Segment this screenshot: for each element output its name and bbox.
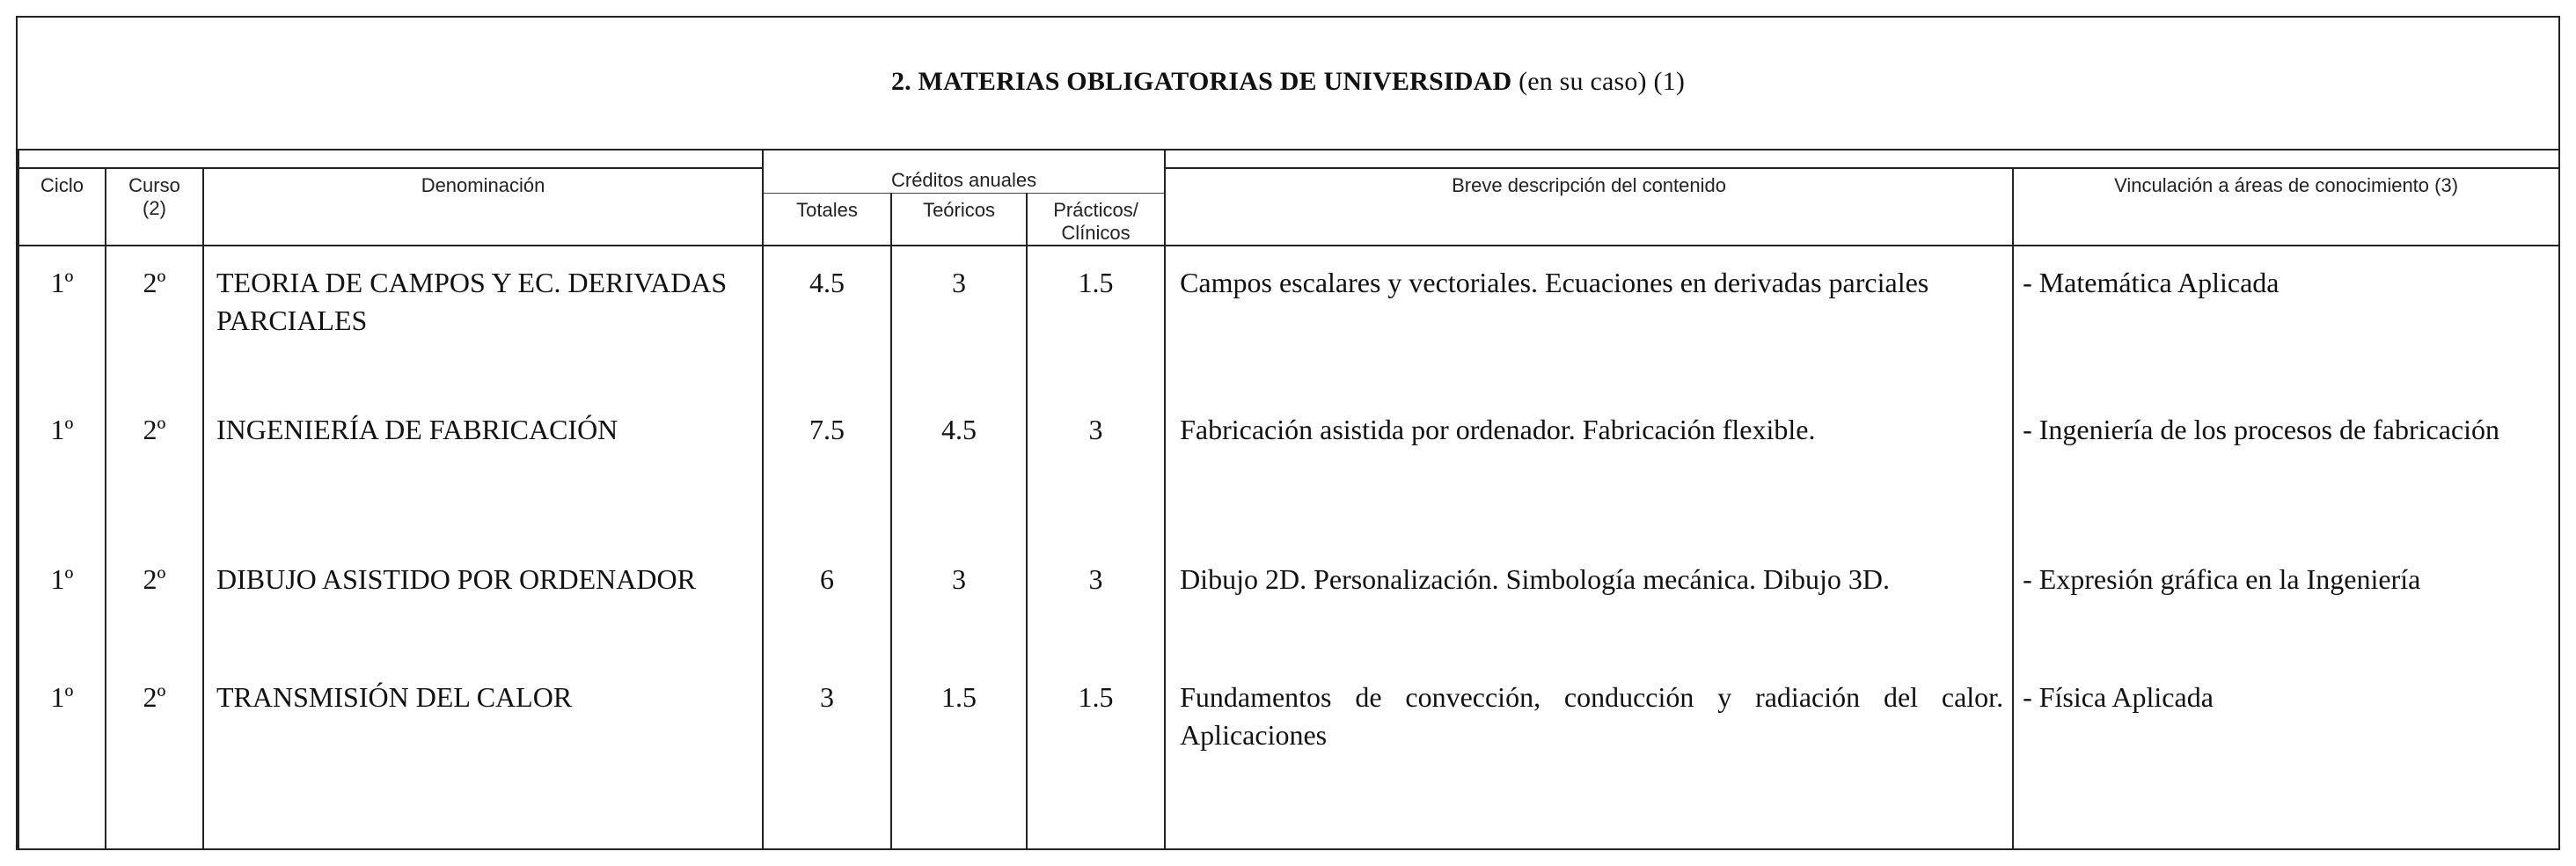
header-vinculacion: Vinculación a áreas de conocimiento (3)	[2013, 168, 2559, 246]
cell-ciclo: 1º	[18, 246, 106, 393]
cell-denominacion: INGENIERÍA DE FABRICACIÓN	[203, 393, 763, 543]
cell-curso: 2º	[106, 393, 203, 543]
header-denominacion: Denominación	[203, 168, 763, 246]
cell-descripcion: Fabricación asistida por ordenador. Fabricación flexible.	[1165, 393, 2013, 543]
cell-practicos: 3	[1027, 393, 1165, 543]
header-ciclo: Ciclo	[18, 168, 106, 246]
document-title	[18, 67, 2558, 97]
cell-teoricos: 1.5	[891, 661, 1027, 849]
header-descripcion: Breve descripción del contenido	[1165, 168, 2013, 246]
cell-practicos: 3	[1027, 543, 1165, 661]
cell-curso: 2º	[106, 543, 203, 661]
cell-ciclo: 1º	[18, 543, 106, 661]
header-creditos-anuales: Créditos anuales	[763, 168, 1165, 193]
cell-teoricos: 3	[891, 246, 1027, 393]
header-spacer-row	[18, 150, 2559, 168]
cell-practicos: 1.5	[1027, 661, 1165, 849]
cell-teoricos: 4.5	[891, 393, 1027, 543]
cell-ciclo: 1º	[18, 393, 106, 543]
cell-curso: 2º	[106, 246, 203, 393]
document-title-suffix: (en su caso) (1)	[1511, 67, 1686, 96]
table-row	[18, 393, 2559, 543]
table-row	[18, 661, 2559, 849]
cell-denominacion: DIBUJO ASISTIDO POR ORDENADOR	[203, 543, 763, 661]
spacer-cell	[763, 150, 1165, 168]
header-practicos	[1027, 193, 1165, 246]
header-curso-line2: (2)	[143, 197, 166, 220]
cell-descripcion: Fundamentos de convección, conducción y radiación del calor. Aplicaciones	[1165, 661, 2013, 849]
cell-denominacion: TEORIA DE CAMPOS Y EC. DERIVADAS PARCIALES	[203, 246, 763, 393]
header-practicos-line1: Prácticos/	[1053, 198, 1138, 221]
header-group-row	[18, 168, 2559, 193]
cell-vinculacion: - Matemática Aplicada	[2013, 246, 2559, 393]
header-totales: Totales	[763, 193, 891, 246]
cell-vinculacion: - Física Aplicada	[2013, 661, 2559, 849]
table-row	[18, 246, 2559, 393]
header-teoricos: Teóricos	[891, 193, 1027, 246]
cell-curso: 2º	[106, 661, 203, 849]
table-row	[18, 543, 2559, 661]
header-curso	[106, 168, 203, 246]
cell-ciclo: 1º	[18, 661, 106, 849]
cell-totales: 4.5	[763, 246, 891, 393]
spacer-cell	[1165, 150, 2559, 168]
cell-totales: 7.5	[763, 393, 891, 543]
cell-denominacion: TRANSMISIÓN DEL CALOR	[203, 661, 763, 849]
cell-vinculacion: - Expresión gráfica en la Ingeniería	[2013, 543, 2559, 661]
cell-teoricos: 3	[891, 543, 1027, 661]
header-curso-line1: Curso	[128, 174, 180, 196]
document-page	[16, 16, 2560, 850]
document-title-main: 2. MATERIAS OBLIGATORIAS DE UNIVERSIDAD	[890, 67, 1512, 96]
cell-totales: 3	[763, 661, 891, 849]
spacer-cell	[18, 150, 763, 168]
cell-vinculacion: - Ingeniería de los procesos de fabricación	[2013, 393, 2559, 543]
title-band	[18, 18, 2558, 150]
cell-practicos: 1.5	[1027, 246, 1165, 393]
cell-descripcion: Dibujo 2D. Personalización. Simbología mecánica. Dibujo 3D.	[1165, 543, 2013, 661]
cell-totales: 6	[763, 543, 891, 661]
cell-descripcion: Campos escalares y vectoriales. Ecuaciones en derivadas parciales	[1165, 246, 2013, 393]
header-practicos-line2: Clínicos	[1061, 221, 1131, 244]
subjects-table	[18, 150, 2560, 850]
